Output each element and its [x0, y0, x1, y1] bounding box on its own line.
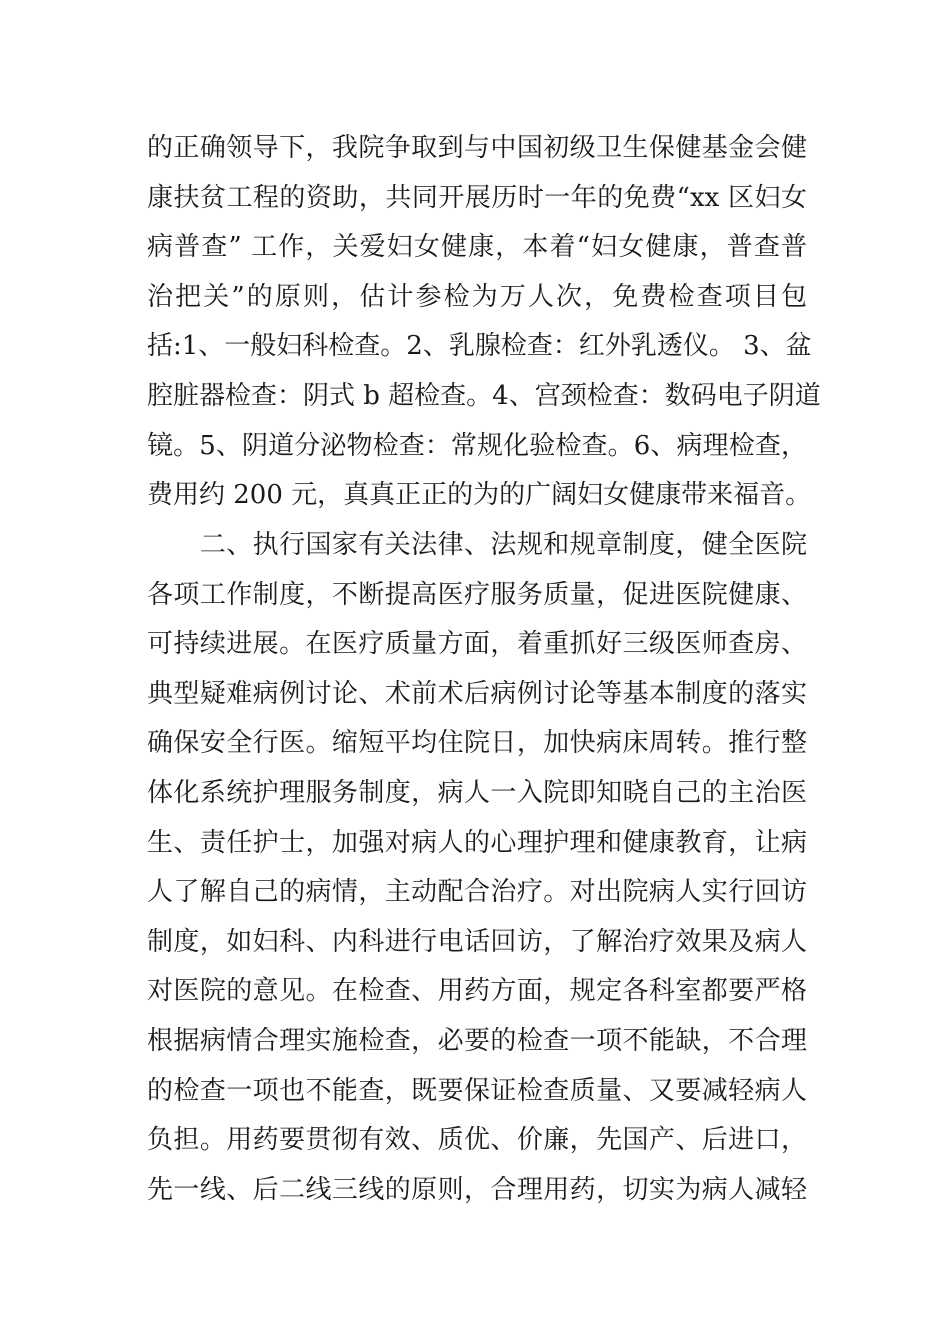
paragraph-1-line-5: 括:1、一般妇科检查。2、乳腺检查：红外乳透仪。 3、盆 [147, 331, 812, 362]
paragraph-2-line-14: 先一线、后二线三线的原则，合理用药，切实为病人减轻 [147, 1174, 807, 1205]
paragraph-1-line-8: 费用约 200 元，真真正正的为的广阔妇女健康带来福音。 [147, 480, 812, 511]
paragraph-2-line-8: 人了解自己的病情，主动配合治疗。对出院病人实行回访 [147, 877, 807, 908]
paragraph-2-line-11: 根据病情合理实施检查，必要的检查一项不能缺，不合理 [147, 1025, 807, 1056]
paragraph-2-line-12: 的检查一项也不能查，既要保证检查质量、又要减轻病人 [147, 1075, 807, 1106]
paragraph-2-line-5: 确保安全行医。缩短平均住院日，加快病床周转。推行整 [147, 728, 807, 759]
paragraph-1-line-2: 康扶贫工程的资助，共同开展历时一年的免费“xx 区妇女 [147, 182, 807, 213]
paragraph-1-line-6: 腔脏器检查：阴式 b 超检查。4、宫颈检查：数码电子阴道 [147, 380, 821, 411]
paragraph-1-line-1: 的正确领导下，我院争取到与中国初级卫生保健基金会健 [147, 133, 807, 163]
paragraph-2-line-10: 对医院的意见。在检查、用药方面，规定各科室都要严格 [147, 976, 807, 1007]
paragraph-2-line-4: 典型疑难病例讨论、术前术后病例讨论等基本制度的落实 [147, 678, 807, 709]
paragraph-1-line-4: 治把关”的原则，估计参检为万人次，免费检查项目包 [147, 281, 807, 312]
paragraph-2-line-9: 制度，如妇科、内科进行电话回访，了解治疗效果及病人 [147, 926, 807, 957]
paragraph-1-line-7: 镜。5、阴道分泌物检查：常规化验检查。6、病理检查， [147, 430, 807, 461]
paragraph-2-line-7: 生、责任护士，加强对病人的心理护理和健康教育，让病 [147, 827, 807, 858]
paragraph-2-line-2: 各项工作制度，不断提高医疗服务质量，促进医院健康、 [147, 579, 807, 610]
paragraph-1 [147, 124, 821, 521]
paragraph-1-line-3: 病普查” 工作，关爱妇女健康，本着“妇女健康，普查普 [147, 232, 807, 263]
paragraph-2-line-1: 二、执行国家有关法律、法规和规章制度，健全医院 [147, 530, 807, 560]
paragraph-2 [147, 521, 807, 1215]
paragraph-2-line-3: 可持续进展。在医疗质量方面，着重抓好三级医师查房、 [147, 629, 807, 660]
paragraph-2-line-13: 负担。用药要贯彻有效、质优、价廉，先国产、后进口， [147, 1125, 807, 1156]
paragraph-2-line-6: 体化系统护理服务制度，病人一入院即知晓自己的主治医 [147, 777, 807, 808]
